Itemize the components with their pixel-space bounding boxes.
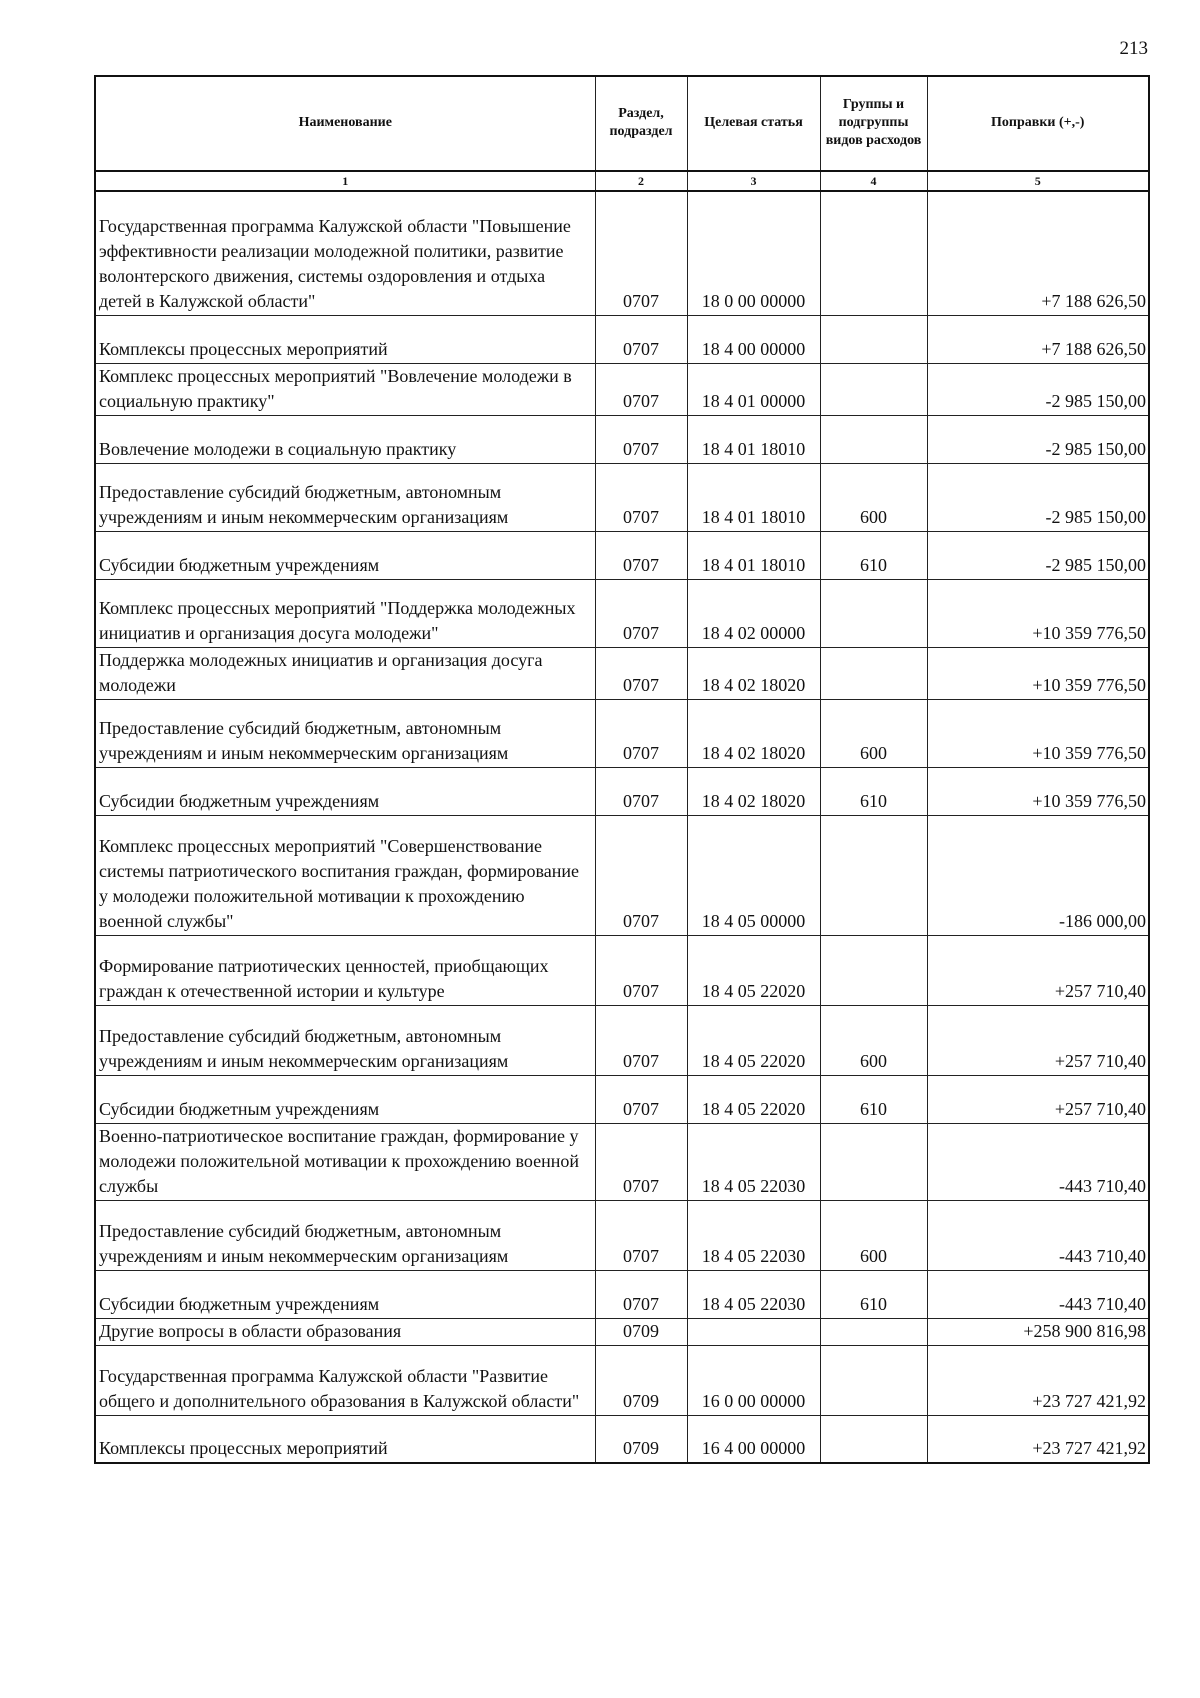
row-target-article xyxy=(687,1318,820,1345)
row-name: Вовлечение молодежи в социальную практику xyxy=(95,415,595,463)
row-amount: -186 000,00 xyxy=(927,815,1149,935)
row-amount: -443 710,40 xyxy=(927,1270,1149,1318)
row-target-article: 18 4 05 22020 xyxy=(687,935,820,1005)
row-expense-group: 610 xyxy=(820,767,927,815)
table-row xyxy=(95,699,1149,767)
row-expense-group: 610 xyxy=(820,531,927,579)
row-amount: +10 359 776,50 xyxy=(927,579,1149,647)
row-target-article: 18 4 05 22030 xyxy=(687,1270,820,1318)
row-amount: -2 985 150,00 xyxy=(927,415,1149,463)
row-section: 0707 xyxy=(595,315,687,363)
table-row xyxy=(95,647,1149,699)
row-target-article: 18 4 01 18010 xyxy=(687,531,820,579)
header-target-article: Целевая статья xyxy=(687,76,820,171)
column-number: 4 xyxy=(820,171,927,191)
column-number-row xyxy=(95,171,1149,191)
row-target-article: 18 4 00 00000 xyxy=(687,315,820,363)
row-amount: +10 359 776,50 xyxy=(927,647,1149,699)
table-row xyxy=(95,579,1149,647)
column-number: 2 xyxy=(595,171,687,191)
row-target-article: 18 4 01 00000 xyxy=(687,363,820,415)
row-target-article: 18 4 05 22020 xyxy=(687,1075,820,1123)
row-amount: +7 188 626,50 xyxy=(927,315,1149,363)
table-row xyxy=(95,1075,1149,1123)
row-section: 0707 xyxy=(595,1005,687,1075)
row-expense-group: 600 xyxy=(820,1005,927,1075)
row-amount: +258 900 816,98 xyxy=(927,1318,1149,1345)
row-amount: +10 359 776,50 xyxy=(927,767,1149,815)
row-name: Комплекс процессных мероприятий "Поддержка молодежных инициатив и организация досуга молодежи" xyxy=(95,579,595,647)
row-name: Государственная программа Калужской области "Развитие общего и дополнительного образования в Калужской области" xyxy=(95,1345,595,1415)
row-expense-group xyxy=(820,647,927,699)
row-section: 0707 xyxy=(595,647,687,699)
row-name: Предоставление субсидий бюджетным, автономным учреждениям и иным некоммерческим организациям xyxy=(95,463,595,531)
row-section: 0707 xyxy=(595,463,687,531)
row-amount: +257 710,40 xyxy=(927,1005,1149,1075)
row-target-article: 18 4 02 18020 xyxy=(687,647,820,699)
table-row xyxy=(95,1200,1149,1270)
row-amount: -443 710,40 xyxy=(927,1123,1149,1200)
row-name: Комплекс процессных мероприятий "Вовлечение молодежи в социальную практику" xyxy=(95,363,595,415)
row-target-article: 18 4 02 18020 xyxy=(687,767,820,815)
row-expense-group xyxy=(820,935,927,1005)
row-name: Формирование патриотических ценностей, приобщающих граждан к отечественной истории и культуре xyxy=(95,935,595,1005)
table-row xyxy=(95,1123,1149,1200)
table-row xyxy=(95,1415,1149,1463)
row-target-article: 18 4 02 18020 xyxy=(687,699,820,767)
row-name: Комплекс процессных мероприятий "Совершенствование системы патриотического воспитания граждан, формирование у молодежи положительной мотивации к прохождению военной службы" xyxy=(95,815,595,935)
row-expense-group xyxy=(820,1123,927,1200)
row-name: Субсидии бюджетным учреждениям xyxy=(95,531,595,579)
row-section: 0707 xyxy=(595,1270,687,1318)
row-name: Военно-патриотическое воспитание граждан, формирование у молодежи положительной мотивации к прохождению военной службы xyxy=(95,1123,595,1200)
table-row xyxy=(95,815,1149,935)
table-row xyxy=(95,1005,1149,1075)
row-amount: -2 985 150,00 xyxy=(927,363,1149,415)
row-amount: +10 359 776,50 xyxy=(927,699,1149,767)
row-section: 0707 xyxy=(595,191,687,315)
table-row xyxy=(95,315,1149,363)
row-section: 0707 xyxy=(595,935,687,1005)
row-target-article: 16 4 00 00000 xyxy=(687,1415,820,1463)
table-row xyxy=(95,531,1149,579)
row-section: 0707 xyxy=(595,815,687,935)
table-row xyxy=(95,1318,1149,1345)
page-number: 213 xyxy=(1119,38,1148,59)
row-section: 0707 xyxy=(595,1075,687,1123)
row-amount: +7 188 626,50 xyxy=(927,191,1149,315)
row-name: Субсидии бюджетным учреждениям xyxy=(95,1270,595,1318)
row-expense-group xyxy=(820,315,927,363)
table-row xyxy=(95,935,1149,1005)
row-expense-group xyxy=(820,1345,927,1415)
header-name: Наименование xyxy=(95,76,595,171)
row-expense-group: 610 xyxy=(820,1270,927,1318)
row-expense-group xyxy=(820,579,927,647)
header-row xyxy=(95,76,1149,171)
row-target-article: 18 4 05 00000 xyxy=(687,815,820,935)
row-section: 0709 xyxy=(595,1415,687,1463)
row-target-article: 18 4 05 22020 xyxy=(687,1005,820,1075)
row-target-article: 18 0 00 00000 xyxy=(687,191,820,315)
row-expense-group xyxy=(820,1318,927,1345)
row-amount: +23 727 421,92 xyxy=(927,1415,1149,1463)
header-section: Раздел, подраздел xyxy=(595,76,687,171)
row-target-article: 18 4 05 22030 xyxy=(687,1200,820,1270)
row-target-article: 18 4 05 22030 xyxy=(687,1123,820,1200)
table-row xyxy=(95,463,1149,531)
table-row xyxy=(95,191,1149,315)
row-amount: -2 985 150,00 xyxy=(927,463,1149,531)
row-name: Предоставление субсидий бюджетным, автономным учреждениям и иным некоммерческим организациям xyxy=(95,1200,595,1270)
row-section: 0709 xyxy=(595,1345,687,1415)
row-target-article: 16 0 00 00000 xyxy=(687,1345,820,1415)
row-expense-group xyxy=(820,815,927,935)
row-expense-group xyxy=(820,191,927,315)
row-section: 0707 xyxy=(595,579,687,647)
row-section: 0709 xyxy=(595,1318,687,1345)
row-amount: -2 985 150,00 xyxy=(927,531,1149,579)
table-row xyxy=(95,363,1149,415)
row-amount: +23 727 421,92 xyxy=(927,1345,1149,1415)
row-section: 0707 xyxy=(595,1200,687,1270)
row-section: 0707 xyxy=(595,699,687,767)
row-name: Субсидии бюджетным учреждениям xyxy=(95,1075,595,1123)
table-row xyxy=(95,415,1149,463)
row-section: 0707 xyxy=(595,1123,687,1200)
row-section: 0707 xyxy=(595,531,687,579)
header-expense-group: Группы и подгруппы видов расходов xyxy=(820,76,927,171)
row-expense-group xyxy=(820,363,927,415)
row-expense-group xyxy=(820,1415,927,1463)
row-amount: -443 710,40 xyxy=(927,1200,1149,1270)
table-row xyxy=(95,1270,1149,1318)
column-number: 1 xyxy=(95,171,595,191)
row-amount: +257 710,40 xyxy=(927,1075,1149,1123)
row-name: Государственная программа Калужской области "Повышение эффективности реализации молодежной политики, развитие волонтерского движения, системы оздоровления и отдыха детей в Калужской области" xyxy=(95,191,595,315)
row-name: Комплексы процессных мероприятий xyxy=(95,315,595,363)
budget-table xyxy=(94,75,1150,1464)
header-amendments: Поправки (+,-) xyxy=(927,76,1149,171)
row-name: Другие вопросы в области образования xyxy=(95,1318,595,1345)
row-name: Предоставление субсидий бюджетным, автономным учреждениям и иным некоммерческим организациям xyxy=(95,699,595,767)
row-target-article: 18 4 01 18010 xyxy=(687,415,820,463)
row-expense-group: 600 xyxy=(820,699,927,767)
column-number: 3 xyxy=(687,171,820,191)
row-expense-group xyxy=(820,415,927,463)
row-section: 0707 xyxy=(595,363,687,415)
row-amount: +257 710,40 xyxy=(927,935,1149,1005)
row-section: 0707 xyxy=(595,415,687,463)
row-name: Субсидии бюджетным учреждениям xyxy=(95,767,595,815)
row-expense-group: 610 xyxy=(820,1075,927,1123)
column-number: 5 xyxy=(927,171,1149,191)
row-expense-group: 600 xyxy=(820,1200,927,1270)
row-target-article: 18 4 02 00000 xyxy=(687,579,820,647)
table-row xyxy=(95,767,1149,815)
row-name: Поддержка молодежных инициатив и организация досуга молодежи xyxy=(95,647,595,699)
row-name: Предоставление субсидий бюджетным, автономным учреждениям и иным некоммерческим организациям xyxy=(95,1005,595,1075)
row-section: 0707 xyxy=(595,767,687,815)
row-name: Комплексы процессных мероприятий xyxy=(95,1415,595,1463)
table-row xyxy=(95,1345,1149,1415)
row-expense-group: 600 xyxy=(820,463,927,531)
row-target-article: 18 4 01 18010 xyxy=(687,463,820,531)
